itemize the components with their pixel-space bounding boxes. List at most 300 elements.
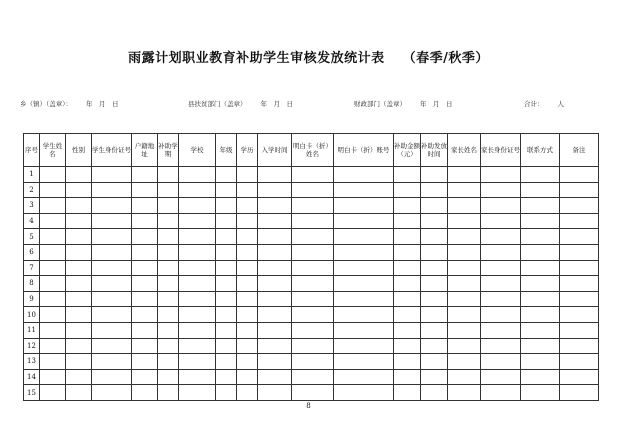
- table-cell: [66, 167, 92, 183]
- table-cell: [521, 244, 560, 260]
- table-cell: [560, 213, 599, 229]
- table-cell: [66, 182, 92, 198]
- season-text: （春季/秋季）: [402, 51, 489, 66]
- table-cell: [292, 167, 334, 183]
- table-row: [24, 244, 599, 260]
- table-cell: [216, 291, 237, 307]
- table-cell: [92, 354, 132, 370]
- table-cell: [158, 307, 179, 323]
- table-row: [24, 291, 599, 307]
- table-cell: [179, 182, 216, 198]
- column-header: 联系方式: [521, 134, 560, 167]
- table-cell: [481, 322, 521, 338]
- table-cell: [40, 369, 66, 385]
- table-cell: [394, 291, 421, 307]
- table-cell: [394, 354, 421, 370]
- table-cell: [237, 244, 258, 260]
- table-cell: [132, 260, 158, 276]
- table-cell: [179, 213, 216, 229]
- table-cell: [334, 369, 394, 385]
- table-cell: [66, 244, 92, 260]
- table-row: [24, 198, 599, 214]
- table-cell: [237, 369, 258, 385]
- row-number: 9: [24, 291, 40, 307]
- table-cell: [40, 307, 66, 323]
- table-cell: [292, 354, 334, 370]
- table-cell: [421, 260, 448, 276]
- table-cell: [560, 229, 599, 245]
- column-header: 补助学期: [158, 134, 179, 167]
- table-cell: [132, 385, 158, 401]
- table-cell: [521, 307, 560, 323]
- row-number: 3: [24, 198, 40, 214]
- table-cell: [158, 322, 179, 338]
- table-cell: [448, 369, 481, 385]
- table-cell: [132, 307, 158, 323]
- table-cell: [521, 354, 560, 370]
- table-cell: [216, 260, 237, 276]
- table-cell: [66, 385, 92, 401]
- finance-date: 年 月 日: [420, 100, 453, 108]
- table-cell: [179, 198, 216, 214]
- table-cell: [481, 213, 521, 229]
- table-cell: [258, 385, 292, 401]
- table-cell: [334, 385, 394, 401]
- table-cell: [292, 291, 334, 307]
- table-cell: [216, 307, 237, 323]
- column-header: 学生身份证号: [92, 134, 132, 167]
- table-cell: [92, 322, 132, 338]
- row-number: 8: [24, 276, 40, 292]
- table-cell: [421, 307, 448, 323]
- table-cell: [132, 213, 158, 229]
- title-text: 雨露计划职业教育补助学生审核发放统计表: [128, 51, 385, 66]
- county-label: 县扶贫部门（盖章）: [188, 100, 247, 108]
- table-cell: [448, 322, 481, 338]
- table-cell: [448, 385, 481, 401]
- table-cell: [66, 260, 92, 276]
- table-cell: [66, 198, 92, 214]
- table-cell: [521, 182, 560, 198]
- table-cell: [258, 229, 292, 245]
- table-cell: [40, 338, 66, 354]
- table-cell: [521, 198, 560, 214]
- table-cell: [40, 385, 66, 401]
- table-cell: [334, 291, 394, 307]
- table-cell: [237, 307, 258, 323]
- table-cell: [560, 182, 599, 198]
- table-cell: [448, 276, 481, 292]
- table-cell: [258, 213, 292, 229]
- table-cell: [481, 229, 521, 245]
- table-cell: [394, 276, 421, 292]
- table-cell: [394, 322, 421, 338]
- table-cell: [92, 213, 132, 229]
- table-cell: [92, 198, 132, 214]
- table-cell: [292, 307, 334, 323]
- county-date: 年 月 日: [260, 100, 293, 108]
- table-row: [24, 354, 599, 370]
- row-number: 2: [24, 182, 40, 198]
- table-cell: [481, 369, 521, 385]
- table-cell: [421, 338, 448, 354]
- table-cell: [448, 244, 481, 260]
- row-number: 5: [24, 229, 40, 245]
- table-cell: [258, 260, 292, 276]
- table-cell: [448, 260, 481, 276]
- table-cell: [481, 167, 521, 183]
- table-cell: [66, 307, 92, 323]
- table-cell: [237, 276, 258, 292]
- form-title: [0, 47, 617, 66]
- column-header: 学校: [179, 134, 216, 167]
- table-cell: [92, 167, 132, 183]
- table-cell: [158, 338, 179, 354]
- table-cell: [448, 338, 481, 354]
- column-header: 学生姓名: [40, 134, 66, 167]
- table-cell: [216, 198, 237, 214]
- table-cell: [421, 182, 448, 198]
- table-cell: [481, 385, 521, 401]
- table-cell: [292, 369, 334, 385]
- table-cell: [66, 229, 92, 245]
- table-cell: [92, 276, 132, 292]
- column-header: 入学时间: [258, 134, 292, 167]
- table-cell: [292, 182, 334, 198]
- table-cell: [292, 198, 334, 214]
- table-cell: [334, 198, 394, 214]
- table-cell: [216, 385, 237, 401]
- table-cell: [179, 354, 216, 370]
- table-cell: [237, 229, 258, 245]
- table-cell: [334, 260, 394, 276]
- table-cell: [394, 307, 421, 323]
- table-cell: [132, 291, 158, 307]
- table-cell: [132, 182, 158, 198]
- table-cell: [521, 213, 560, 229]
- table-cell: [179, 229, 216, 245]
- total-unit: 人: [557, 100, 564, 108]
- table-cell: [158, 198, 179, 214]
- table-cell: [216, 338, 237, 354]
- table-cell: [179, 307, 216, 323]
- table-cell: [258, 276, 292, 292]
- table-cell: [40, 276, 66, 292]
- table-cell: [394, 260, 421, 276]
- table-cell: [66, 213, 92, 229]
- table-cell: [421, 322, 448, 338]
- column-header: 家长身份证号: [481, 134, 521, 167]
- table-cell: [179, 244, 216, 260]
- table-cell: [40, 229, 66, 245]
- table-cell: [448, 198, 481, 214]
- table-cell: [448, 167, 481, 183]
- table-row: [24, 167, 599, 183]
- township-label: 乡（镇）（盖章）：: [20, 100, 72, 108]
- table-cell: [40, 260, 66, 276]
- table-cell: [394, 338, 421, 354]
- table-cell: [448, 213, 481, 229]
- table-cell: [237, 198, 258, 214]
- row-number: 11: [24, 322, 40, 338]
- table-cell: [448, 229, 481, 245]
- table-cell: [521, 229, 560, 245]
- table-cell: [216, 244, 237, 260]
- column-header: 备注: [560, 134, 599, 167]
- table-cell: [92, 385, 132, 401]
- table-cell: [258, 369, 292, 385]
- row-number: 15: [24, 385, 40, 401]
- table-row: [24, 182, 599, 198]
- row-number: 1: [24, 167, 40, 183]
- table-cell: [560, 244, 599, 260]
- table-cell: [394, 244, 421, 260]
- table-cell: [158, 244, 179, 260]
- table-cell: [66, 291, 92, 307]
- table-cell: [40, 244, 66, 260]
- column-header: 明白卡（折）账号: [334, 134, 394, 167]
- table-cell: [334, 338, 394, 354]
- township-stamp-field: [20, 99, 119, 108]
- row-number: 4: [24, 213, 40, 229]
- table-cell: [560, 291, 599, 307]
- table-cell: [158, 167, 179, 183]
- table-cell: [394, 385, 421, 401]
- table-cell: [179, 276, 216, 292]
- row-number: 10: [24, 307, 40, 323]
- table-cell: [521, 338, 560, 354]
- table-cell: [560, 354, 599, 370]
- row-number: 6: [24, 244, 40, 260]
- table-cell: [40, 198, 66, 214]
- table-cell: [334, 182, 394, 198]
- table-row: [24, 260, 599, 276]
- table-cell: [521, 260, 560, 276]
- table-cell: [481, 338, 521, 354]
- table-cell: [216, 229, 237, 245]
- table-cell: [394, 369, 421, 385]
- table-cell: [179, 291, 216, 307]
- table-cell: [481, 307, 521, 323]
- table-cell: [179, 369, 216, 385]
- table-cell: [292, 260, 334, 276]
- table-cell: [216, 354, 237, 370]
- table-cell: [258, 307, 292, 323]
- table-cell: [179, 385, 216, 401]
- table-cell: [66, 276, 92, 292]
- table-cell: [421, 385, 448, 401]
- table-cell: [394, 182, 421, 198]
- table-cell: [394, 198, 421, 214]
- column-header: 明白卡（折）姓名: [292, 134, 334, 167]
- table-cell: [132, 167, 158, 183]
- table-cell: [132, 354, 158, 370]
- table-cell: [560, 338, 599, 354]
- table-cell: [394, 229, 421, 245]
- table-cell: [216, 213, 237, 229]
- table-cell: [237, 291, 258, 307]
- table-cell: [158, 260, 179, 276]
- table-cell: [216, 322, 237, 338]
- table-cell: [66, 338, 92, 354]
- table-cell: [334, 213, 394, 229]
- row-number: 14: [24, 369, 40, 385]
- table-cell: [292, 276, 334, 292]
- table-cell: [481, 244, 521, 260]
- table-cell: [258, 322, 292, 338]
- table-cell: [292, 213, 334, 229]
- table-cell: [132, 322, 158, 338]
- table-cell: [92, 260, 132, 276]
- table-cell: [179, 260, 216, 276]
- table-cell: [132, 198, 158, 214]
- table-cell: [334, 167, 394, 183]
- table-cell: [92, 229, 132, 245]
- table-cell: [258, 198, 292, 214]
- table-cell: [521, 369, 560, 385]
- table-cell: [216, 369, 237, 385]
- table-cell: [560, 369, 599, 385]
- statistics-table: [23, 133, 599, 401]
- table-cell: [394, 167, 421, 183]
- table-cell: [334, 307, 394, 323]
- table-cell: [421, 354, 448, 370]
- table-cell: [132, 338, 158, 354]
- table-row: [24, 369, 599, 385]
- table-cell: [40, 291, 66, 307]
- table-cell: [448, 182, 481, 198]
- table-cell: [560, 307, 599, 323]
- finance-label: 财政部门（盖章）: [354, 100, 406, 108]
- table-cell: [334, 354, 394, 370]
- table-cell: [179, 338, 216, 354]
- table-cell: [66, 322, 92, 338]
- row-number: 13: [24, 354, 40, 370]
- table-cell: [448, 354, 481, 370]
- table-cell: [132, 244, 158, 260]
- page-number: 8: [306, 402, 311, 410]
- table-cell: [216, 182, 237, 198]
- column-header: 户籍地址: [132, 134, 158, 167]
- table-cell: [258, 182, 292, 198]
- table-cell: [66, 354, 92, 370]
- table-row: [24, 338, 599, 354]
- table-row: [24, 385, 599, 401]
- table-cell: [292, 322, 334, 338]
- table-cell: [560, 260, 599, 276]
- table-cell: [237, 354, 258, 370]
- table-cell: [258, 291, 292, 307]
- table-cell: [481, 260, 521, 276]
- table-cell: [334, 244, 394, 260]
- table-cell: [560, 198, 599, 214]
- total-label: 合计：: [524, 100, 544, 108]
- table-cell: [158, 182, 179, 198]
- table-row: [24, 276, 599, 292]
- table-cell: [560, 322, 599, 338]
- table-cell: [560, 167, 599, 183]
- total-field: [524, 99, 564, 108]
- table-cell: [521, 385, 560, 401]
- row-number: 7: [24, 260, 40, 276]
- table-cell: [258, 167, 292, 183]
- column-header: 年级: [216, 134, 237, 167]
- table-cell: [158, 291, 179, 307]
- table-cell: [560, 276, 599, 292]
- column-header: 学历: [237, 134, 258, 167]
- table-cell: [179, 167, 216, 183]
- table-cell: [334, 276, 394, 292]
- county-stamp-field: [188, 99, 293, 108]
- table-cell: [237, 385, 258, 401]
- table-cell: [481, 198, 521, 214]
- table-cell: [521, 291, 560, 307]
- table-cell: [421, 213, 448, 229]
- table-cell: [237, 260, 258, 276]
- table-cell: [421, 369, 448, 385]
- table-cell: [237, 182, 258, 198]
- table-cell: [334, 322, 394, 338]
- table-cell: [92, 291, 132, 307]
- column-header: 补助发放时间: [421, 134, 448, 167]
- table-cell: [40, 182, 66, 198]
- table-cell: [158, 385, 179, 401]
- table-row: [24, 307, 599, 323]
- table-cell: [92, 307, 132, 323]
- column-header: 序号: [24, 134, 40, 167]
- table-cell: [481, 354, 521, 370]
- table-cell: [158, 276, 179, 292]
- table-cell: [237, 167, 258, 183]
- table-cell: [481, 276, 521, 292]
- table-cell: [40, 213, 66, 229]
- table-cell: [292, 338, 334, 354]
- column-header: 家长姓名: [448, 134, 481, 167]
- table-cell: [292, 244, 334, 260]
- table-cell: [179, 322, 216, 338]
- table-cell: [40, 322, 66, 338]
- table-row: [24, 213, 599, 229]
- table-cell: [40, 167, 66, 183]
- row-number: 12: [24, 338, 40, 354]
- table-cell: [40, 354, 66, 370]
- column-header: 性别: [66, 134, 92, 167]
- table-cell: [448, 307, 481, 323]
- table-cell: [92, 369, 132, 385]
- table-cell: [421, 167, 448, 183]
- table-cell: [521, 276, 560, 292]
- table-row: [24, 229, 599, 245]
- table-cell: [158, 354, 179, 370]
- table-cell: [560, 385, 599, 401]
- table-cell: [258, 338, 292, 354]
- table-cell: [92, 182, 132, 198]
- table-cell: [521, 322, 560, 338]
- table-body: [24, 167, 599, 401]
- table-cell: [421, 244, 448, 260]
- table-cell: [258, 354, 292, 370]
- table-cell: [334, 229, 394, 245]
- table-cell: [448, 291, 481, 307]
- table-cell: [158, 369, 179, 385]
- column-header: 补助金额（元）: [394, 134, 421, 167]
- table-cell: [92, 244, 132, 260]
- table-cell: [421, 291, 448, 307]
- table-cell: [92, 338, 132, 354]
- table-cell: [158, 229, 179, 245]
- table-cell: [132, 369, 158, 385]
- table-cell: [421, 229, 448, 245]
